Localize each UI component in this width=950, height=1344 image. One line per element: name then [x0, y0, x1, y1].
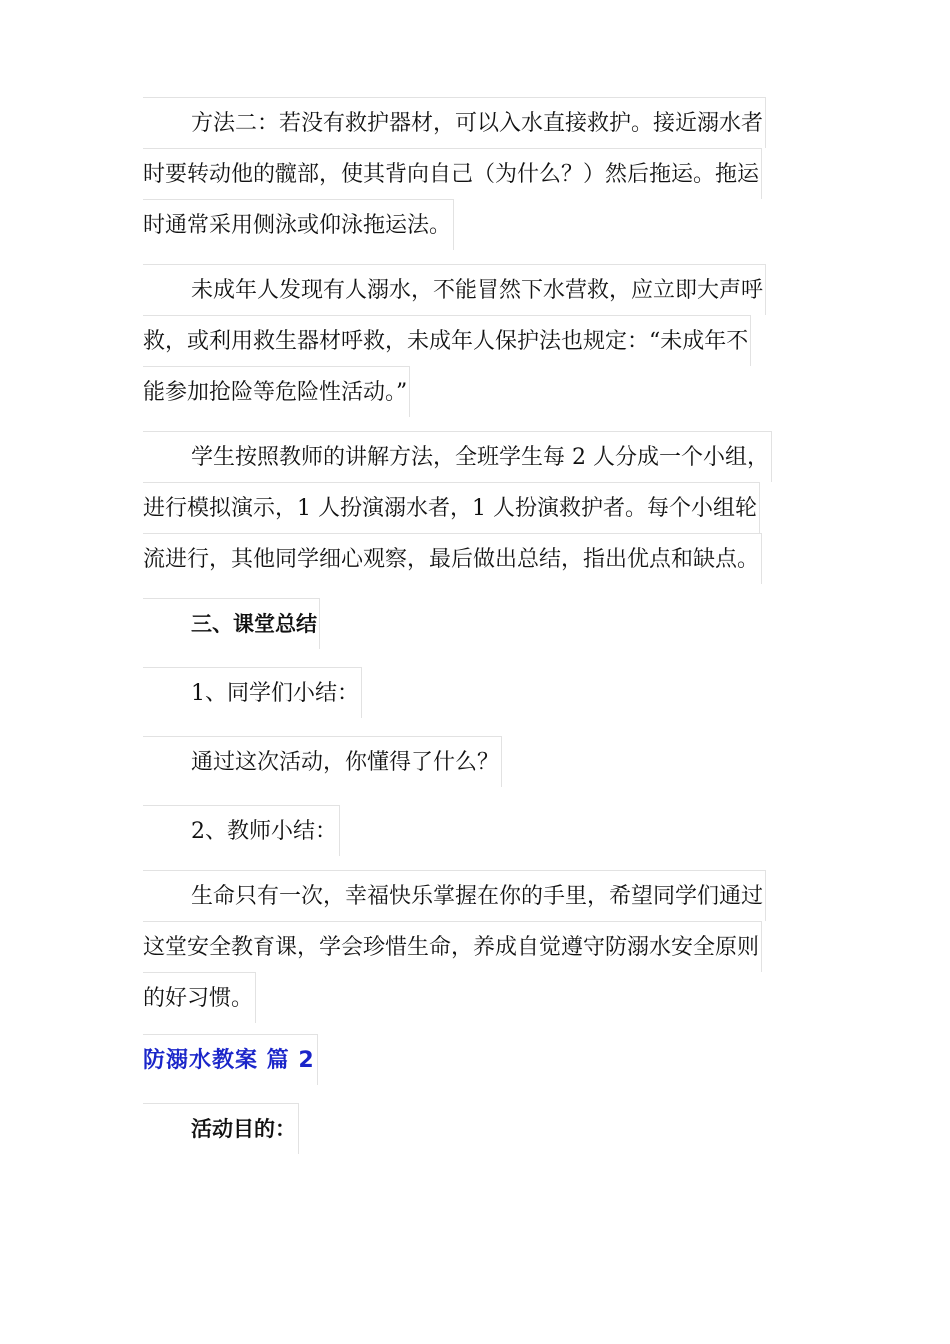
- paragraph-simulation: [143, 431, 813, 584]
- paragraph-line: 未成年人发现有人溺水，不能冒然下水营救，应立即大声呼: [143, 264, 766, 315]
- lesson-two-heading-block: [143, 1034, 813, 1085]
- summary-teacher-paragraph: [143, 870, 813, 1023]
- paragraph-line: 这堂安全教育课，学会珍惜生命，养成自觉遵守防溺水安全原则: [143, 921, 762, 972]
- paragraph-line: 救，或利用救生器材呼救，未成年人保护法也规定：“未成年不: [143, 315, 751, 366]
- paragraph-line: 生命只有一次，幸福快乐掌握在你的手里，希望同学们通过: [143, 870, 766, 921]
- section-heading: 三、课堂总结: [143, 598, 320, 649]
- summary-students-text: [143, 736, 813, 787]
- list-label: 1、同学们小结：: [143, 667, 362, 718]
- activity-goal-block: [143, 1103, 813, 1154]
- paragraph-line: 时通常采用侧泳或仰泳拖运法。: [143, 199, 454, 250]
- paragraph-minors-rule: [143, 264, 813, 417]
- paragraph-line: 方法二：若没有救护器材，可以入水直接救护。接近溺水者: [143, 97, 766, 148]
- paragraph-method-two: [143, 97, 813, 250]
- paragraph-line: 流进行，其他同学细心观察，最后做出总结，指出优点和缺点。: [143, 533, 762, 584]
- summary-teacher-label: [143, 805, 813, 856]
- paragraph-line: 通过这次活动，你懂得了什么？: [143, 736, 502, 787]
- activity-goal-label: 活动目的：: [143, 1103, 299, 1154]
- lesson-heading: 防溺水教案 篇 2: [143, 1034, 318, 1085]
- list-label: 2、教师小结：: [143, 805, 340, 856]
- paragraph-line: 时要转动他的髋部，使其背向自己（为什么？）然后拖运。拖运: [143, 148, 762, 199]
- summary-students-label: [143, 667, 813, 718]
- paragraph-line: 进行模拟演示，1 人扮演溺水者，1 人扮演救护者。每个小组轮: [143, 482, 760, 533]
- section-title-class-summary: [143, 598, 813, 649]
- paragraph-line: 能参加抢险等危险性活动。”: [143, 366, 410, 417]
- paragraph-line: 学生按照教师的讲解方法，全班学生每 2 人分成一个小组，: [143, 431, 772, 482]
- paragraph-line: 的好习惯。: [143, 972, 256, 1023]
